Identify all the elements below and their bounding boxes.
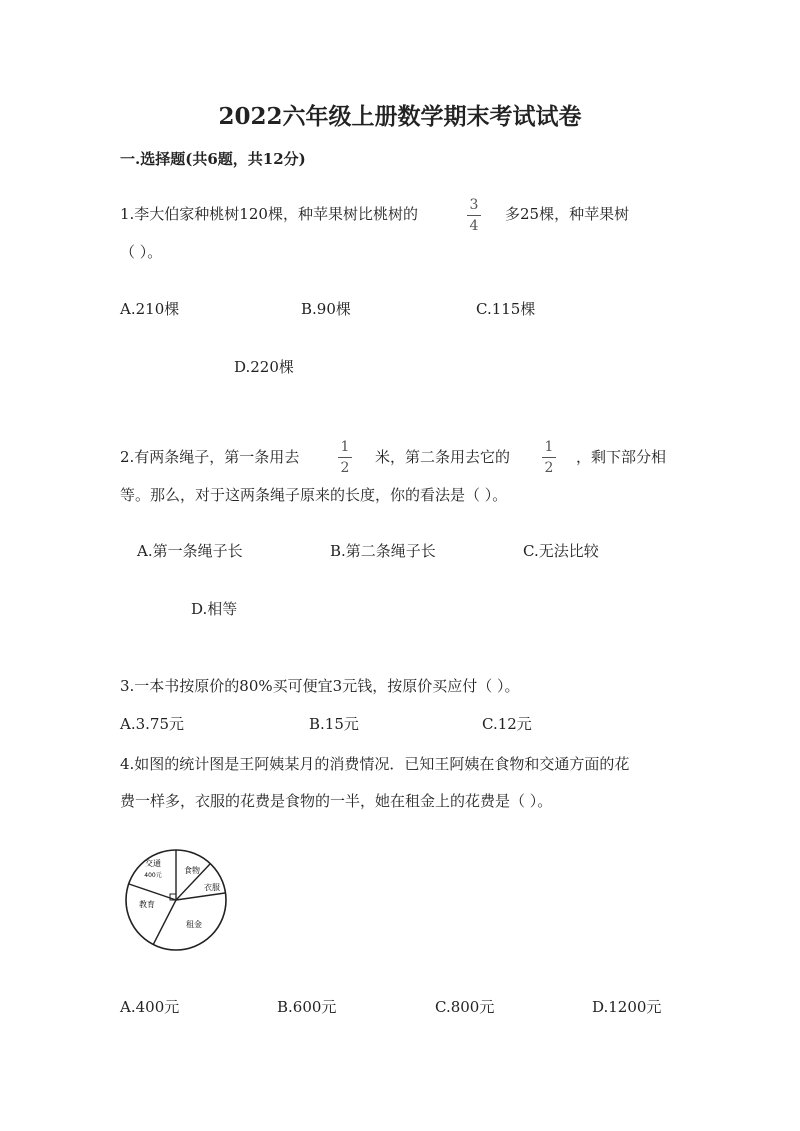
q1-frac-num: 3: [469, 197, 479, 213]
q2-frac1-num: 1: [340, 439, 350, 455]
section-heading: 一.选择题(共6题，共12分): [120, 150, 306, 168]
q1-frac-den: 4: [469, 218, 479, 234]
q2-option-b[interactable]: B.第二条绳子长: [330, 542, 436, 560]
q4-option-a[interactable]: A.400元: [120, 998, 180, 1016]
q3-option-a[interactable]: A.3.75元: [120, 715, 184, 733]
q1-fraction: [467, 197, 481, 234]
q1-option-a[interactable]: A.210棵: [120, 300, 180, 318]
q4-text-line1: 4.如图的统计图是王阿姨某月的消费情况．已知王阿姨在食物和交通方面的花: [120, 755, 630, 773]
q2-fraction-2: [542, 439, 556, 476]
q4-option-d[interactable]: D.1200元: [592, 998, 662, 1016]
label-rent: 租金: [186, 920, 202, 929]
q2-fraction-1: [338, 439, 352, 476]
q2-frac2-num: 1: [544, 439, 554, 455]
q4-text-line2: 费一样多，衣服的花费是食物的一半，她在租金上的花费是（ ）。: [120, 792, 553, 810]
expense-pie-chart: [122, 845, 237, 960]
q2-text-b: 米，第二条用去它的: [375, 448, 511, 466]
q1-option-b[interactable]: B.90棵: [301, 300, 351, 318]
q2-frac2-den: 2: [544, 460, 554, 476]
q2-option-d[interactable]: D.相等: [191, 600, 238, 618]
label-transport-amount: 400元: [144, 872, 162, 879]
q2-frac1-den: 2: [340, 460, 350, 476]
q1-text-a: 1.李大伯家种桃树120棵，种苹果树比桃树的: [120, 205, 418, 223]
label-education: 教育: [139, 900, 155, 909]
label-food: 食物: [184, 866, 200, 875]
q1-option-c[interactable]: C.115棵: [476, 300, 536, 318]
q2-text-c: ，剩下部分相: [576, 448, 667, 466]
q2-option-a[interactable]: A.第一条绳子长: [137, 542, 243, 560]
q1-text-b: 多25棵，种苹果树: [505, 205, 630, 223]
q4-option-c[interactable]: C.800元: [435, 998, 495, 1016]
q2-text-a: 2.有两条绳子，第一条用去: [120, 448, 300, 466]
q2-text-line2: 等。那么，对于这两条绳子原来的长度，你的看法是（ ）。: [120, 486, 508, 504]
q2-option-c[interactable]: C.无法比较: [523, 542, 599, 560]
q3-option-b[interactable]: B.15元: [309, 715, 359, 733]
page-title: 2022六年级上册数学期末考试试卷: [218, 103, 582, 130]
q1-option-d[interactable]: D.220棵: [234, 358, 294, 376]
q3-text: 3.一本书按原价的80%买可便宜3元钱，按原价买应付（ ）。: [120, 677, 520, 695]
q1-text-line2: （ ）。: [120, 243, 163, 261]
q3-option-c[interactable]: C.12元: [482, 715, 532, 733]
q4-option-b[interactable]: B.600元: [277, 998, 337, 1016]
label-clothes: 衣服: [204, 883, 220, 892]
label-transport: 交通: [145, 859, 161, 868]
